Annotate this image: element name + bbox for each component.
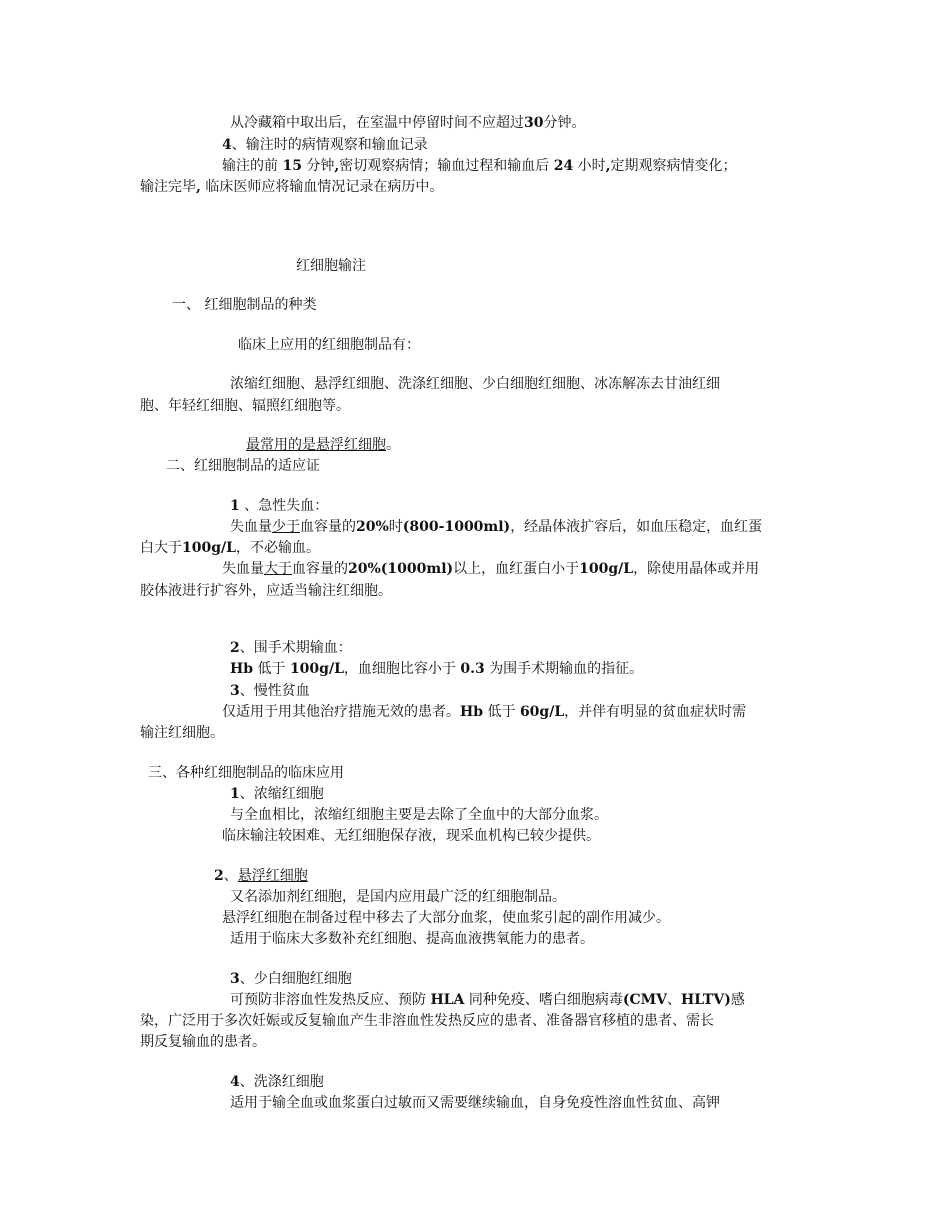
- section-heading: 一、 红细胞制品的种类: [172, 297, 317, 313]
- text-line: 与全血相比，浓缩红细胞主要是去除了全血中的大部分血浆。: [230, 807, 608, 823]
- page-title: 红细胞输注: [296, 258, 366, 274]
- list-heading: 1 、急性失血：: [230, 498, 329, 514]
- text-line: 失血量少于血容量的20%时(800-1000ml)，经晶体液扩容后，如血压稳定，血红蛋: [230, 519, 763, 535]
- text-line: 悬浮红细胞在制备过程中移去了大部分血浆，使血浆引起的副作用减少。: [222, 910, 670, 926]
- text-line: 胞、年轻红细胞、辐照红细胞等。: [140, 398, 350, 414]
- section-heading: 二、红细胞制品的适应证: [166, 458, 320, 474]
- text-line: 失血量大于血容量的20%(1000ml)以上，血红蛋白小于100g/L，除使用晶体或并用: [222, 561, 760, 577]
- list-heading: 3、慢性贫血: [230, 683, 310, 699]
- section-heading: 4、输注时的病情观察和输血记录: [222, 137, 428, 153]
- text-line: 期反复输血的患者。: [140, 1034, 266, 1050]
- list-heading: 2、悬浮红细胞: [214, 868, 308, 884]
- text-line: 最常用的是悬浮红细胞。: [246, 437, 400, 453]
- text-line: 临床输注较困难、无红细胞保存液，现采血机构已较少提供。: [222, 828, 600, 844]
- text-line: 从冷藏箱中取出后，在室温中停留时间不应超过30分钟。: [230, 115, 586, 131]
- text-line: 可预防非溶血性发热反应、预防 HLA 同种免疫、嗜白细胞病毒(CMV、HLTV)感: [230, 992, 745, 1008]
- text-line: 胶体液进行扩容外，应适当输注红细胞。: [140, 583, 392, 599]
- text-line: 临床上应用的红细胞制品有：: [238, 337, 420, 353]
- section-heading: 三、各种红细胞制品的临床应用: [148, 765, 344, 781]
- text-line: Hb 低于 100g/L，血细胞比容小于 0.3 为围手术期输血的指征。: [230, 661, 644, 677]
- text-line: 染，广泛用于多次妊娠或反复输血产生非溶血性发热反应的患者、准备器官移植的患者、需长: [140, 1013, 714, 1029]
- text-line: 适用于临床大多数补充红细胞、提高血液携氧能力的患者。: [230, 931, 594, 947]
- text-line: 输注完毕, 临床医师应将输血情况记录在病历中。: [140, 179, 444, 195]
- list-heading: 1、浓缩红细胞: [230, 786, 324, 802]
- list-heading: 2、围手术期输血：: [230, 640, 352, 656]
- text-line: 浓缩红细胞、悬浮红细胞、洗涤红细胞、少白细胞红细胞、冰冻解冻去甘油红细: [230, 376, 720, 392]
- text-line: 适用于输全血或血浆蛋白过敏而又需要继续输血，自身免疫性溶血性贫血、高钾: [230, 1095, 720, 1111]
- list-heading: 4、洗涤红细胞: [230, 1074, 324, 1090]
- text-line: 仅适用于用其他治疗措施无效的患者。Hb 低于 60g/L，并伴有明显的贫血症状时需: [222, 704, 747, 720]
- text-line: 又名添加剂红细胞，是国内应用最广泛的红细胞制品。: [230, 889, 566, 905]
- text-line: 输注红细胞。: [140, 725, 224, 741]
- list-heading: 3、少白细胞红细胞: [230, 971, 352, 987]
- text-line: 白大于100g/L，不必输血。: [140, 540, 320, 556]
- text-line: 输注的前 15 分钟,密切观察病情；输血过程和输血后 24 小时,定期观察病情变化；: [222, 158, 737, 174]
